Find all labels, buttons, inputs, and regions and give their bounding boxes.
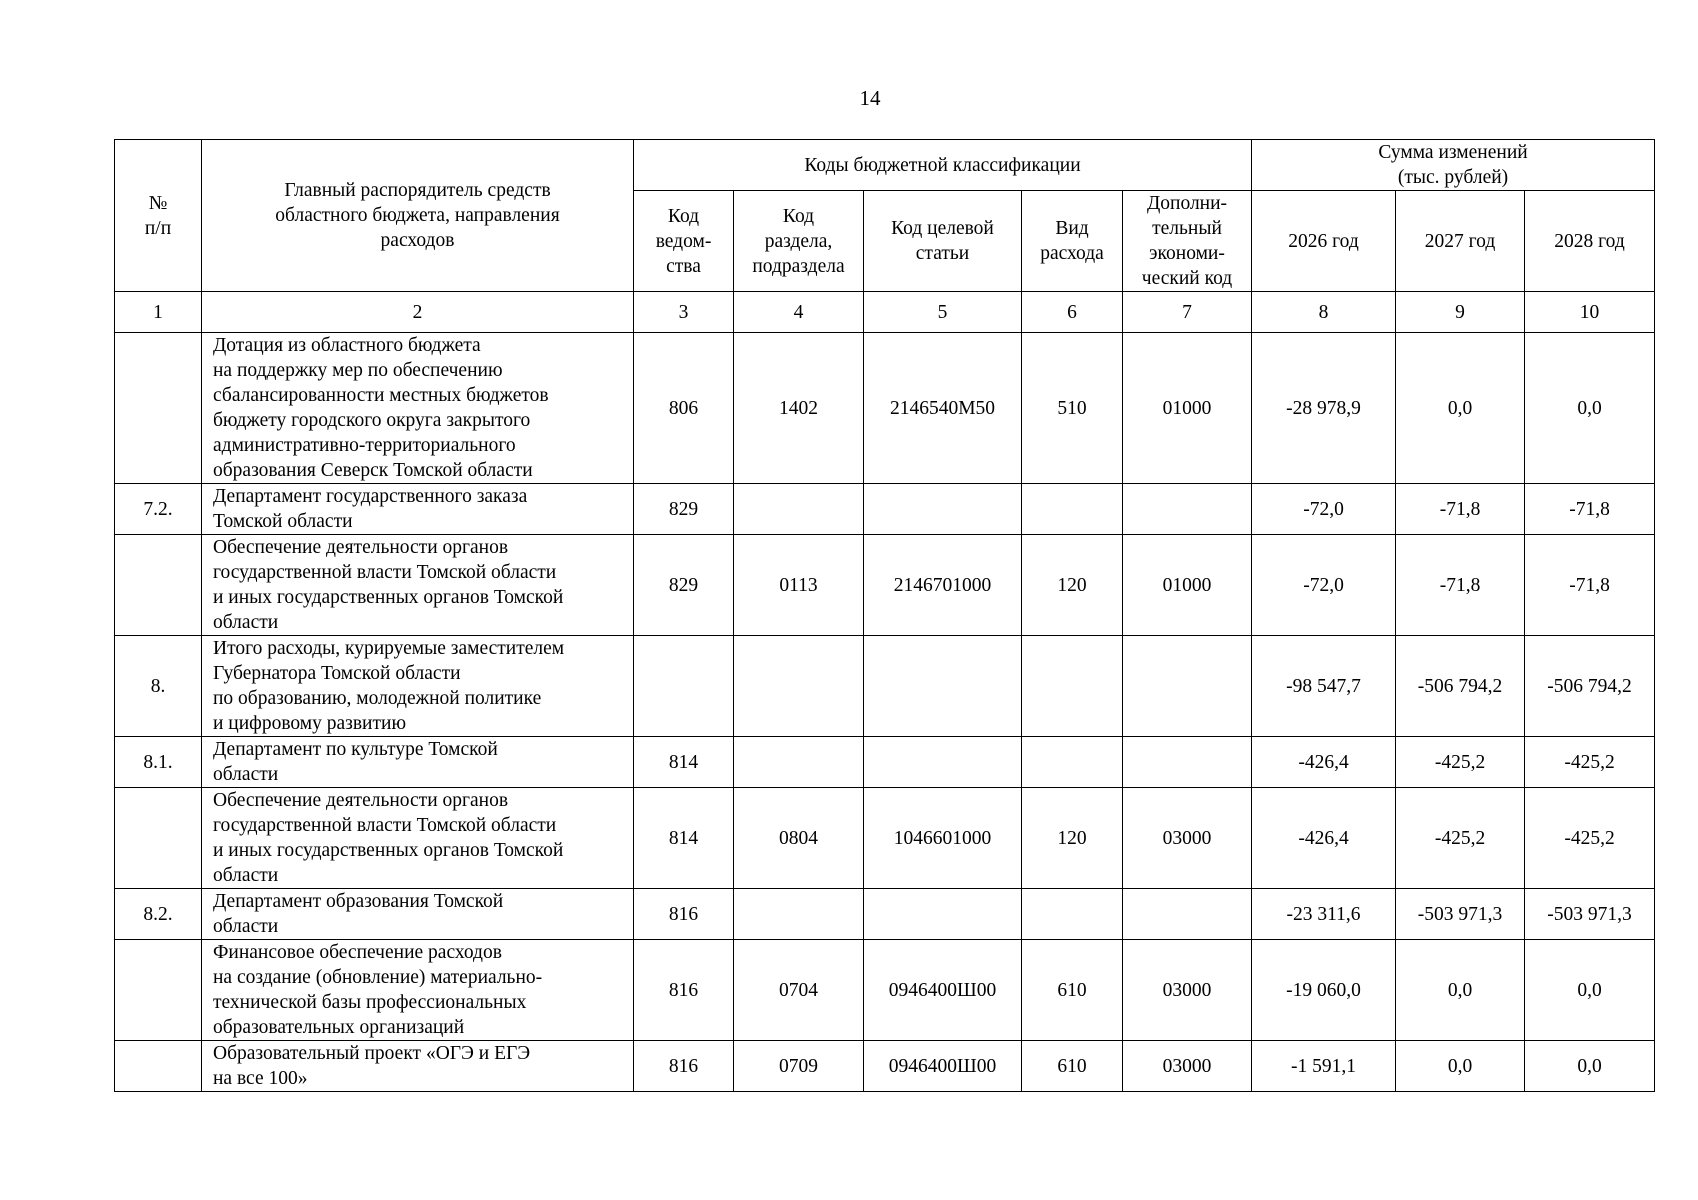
row-expense-type: 120 bbox=[1022, 535, 1123, 636]
row-sum-2027: -71,8 bbox=[1396, 535, 1525, 636]
row-target-code bbox=[864, 889, 1022, 940]
row-name: Дотация из областного бюджета на поддержку мер по обеспечению сбалансированности местных бюджетов бюджету городского округа закрытого административно-территориального образования Северск Томской области bbox=[202, 333, 634, 484]
row-sum-2028: 0,0 bbox=[1525, 940, 1655, 1041]
table-row bbox=[115, 636, 1655, 737]
column-number: 10 bbox=[1525, 292, 1655, 333]
column-number-row bbox=[115, 292, 1655, 333]
row-sum-2026: -72,0 bbox=[1252, 484, 1396, 535]
row-target-code: 0946400Ш00 bbox=[864, 1041, 1022, 1092]
row-sum-2027: -506 794,2 bbox=[1396, 636, 1525, 737]
row-expense-type bbox=[1022, 636, 1123, 737]
row-target-code: 2146701000 bbox=[864, 535, 1022, 636]
table-row bbox=[115, 737, 1655, 788]
row-sum-2026: -19 060,0 bbox=[1252, 940, 1396, 1041]
header-dept-code: Код ведом- ства bbox=[634, 191, 734, 292]
row-extra-code bbox=[1123, 889, 1252, 940]
row-name: Департамент государственного заказа Томской области bbox=[202, 484, 634, 535]
row-extra-code: 03000 bbox=[1123, 1041, 1252, 1092]
row-expense-type: 610 bbox=[1022, 1041, 1123, 1092]
row-dept-code: 814 bbox=[634, 788, 734, 889]
row-expense-type: 510 bbox=[1022, 333, 1123, 484]
row-extra-code: 01000 bbox=[1123, 333, 1252, 484]
row-sum-2027: -71,8 bbox=[1396, 484, 1525, 535]
row-num: 8. bbox=[115, 636, 202, 737]
row-extra-code bbox=[1123, 636, 1252, 737]
row-num bbox=[115, 333, 202, 484]
row-sum-2027: -425,2 bbox=[1396, 737, 1525, 788]
row-name: Департамент по культуре Томской области bbox=[202, 737, 634, 788]
row-section-code: 0704 bbox=[734, 940, 864, 1041]
row-sum-2026: -426,4 bbox=[1252, 737, 1396, 788]
row-num bbox=[115, 535, 202, 636]
row-section-code: 1402 bbox=[734, 333, 864, 484]
row-sum-2026: -23 311,6 bbox=[1252, 889, 1396, 940]
row-dept-code: 814 bbox=[634, 737, 734, 788]
row-section-code: 0804 bbox=[734, 788, 864, 889]
row-expense-type bbox=[1022, 484, 1123, 535]
row-sum-2028: 0,0 bbox=[1525, 333, 1655, 484]
row-num bbox=[115, 1041, 202, 1092]
row-sum-2028: -71,8 bbox=[1525, 484, 1655, 535]
row-target-code: 2146540М50 bbox=[864, 333, 1022, 484]
column-number: 2 bbox=[202, 292, 634, 333]
header-codes-group: Коды бюджетной классификации bbox=[634, 140, 1252, 191]
row-sum-2027: 0,0 bbox=[1396, 940, 1525, 1041]
row-sum-2026: -98 547,7 bbox=[1252, 636, 1396, 737]
header-target-code: Код целевой статьи bbox=[864, 191, 1022, 292]
row-dept-code: 806 bbox=[634, 333, 734, 484]
row-num bbox=[115, 940, 202, 1041]
column-number: 1 bbox=[115, 292, 202, 333]
table-body bbox=[115, 333, 1655, 1092]
row-target-code bbox=[864, 484, 1022, 535]
budget-changes-table bbox=[114, 139, 1655, 1092]
header-extra-code: Дополни- тельный экономи- ческий код bbox=[1123, 191, 1252, 292]
row-sum-2026: -426,4 bbox=[1252, 788, 1396, 889]
row-sum-2028: 0,0 bbox=[1525, 1041, 1655, 1092]
row-sum-2028: -425,2 bbox=[1525, 737, 1655, 788]
row-dept-code: 829 bbox=[634, 535, 734, 636]
row-name: Образовательный проект «ОГЭ и ЕГЭ на все 100» bbox=[202, 1041, 634, 1092]
row-sum-2027: 0,0 bbox=[1396, 333, 1525, 484]
row-expense-type bbox=[1022, 737, 1123, 788]
row-num: 8.1. bbox=[115, 737, 202, 788]
header-name: Главный распорядитель средств областного бюджета, направления расходов bbox=[202, 140, 634, 292]
row-section-code bbox=[734, 636, 864, 737]
row-section-code bbox=[734, 484, 864, 535]
row-name: Финансовое обеспечение расходов на создание (обновление) материально- технической базы профессиональных образовательных организаций bbox=[202, 940, 634, 1041]
row-name: Департамент образования Томской области bbox=[202, 889, 634, 940]
header-sum-group: Сумма изменений (тыс. рублей) bbox=[1252, 140, 1655, 191]
page-number: 14 bbox=[859, 86, 881, 110]
row-dept-code bbox=[634, 636, 734, 737]
row-sum-2028: -425,2 bbox=[1525, 788, 1655, 889]
header-year-2028: 2028 год bbox=[1525, 191, 1655, 292]
row-sum-2028: -71,8 bbox=[1525, 535, 1655, 636]
row-section-code: 0113 bbox=[734, 535, 864, 636]
column-number: 6 bbox=[1022, 292, 1123, 333]
row-sum-2026: -72,0 bbox=[1252, 535, 1396, 636]
row-sum-2028: -506 794,2 bbox=[1525, 636, 1655, 737]
row-target-code bbox=[864, 636, 1022, 737]
header-section-code: Код раздела, подраздела bbox=[734, 191, 864, 292]
row-name: Обеспечение деятельности органов государственной власти Томской области и иных государственных органов Томской области bbox=[202, 788, 634, 889]
column-number: 9 bbox=[1396, 292, 1525, 333]
column-number: 5 bbox=[864, 292, 1022, 333]
row-name: Обеспечение деятельности органов государственной власти Томской области и иных государственных органов Томской области bbox=[202, 535, 634, 636]
row-sum-2026: -1 591,1 bbox=[1252, 1041, 1396, 1092]
row-dept-code: 816 bbox=[634, 889, 734, 940]
table-row bbox=[115, 889, 1655, 940]
table-row bbox=[115, 333, 1655, 484]
row-extra-code: 03000 bbox=[1123, 788, 1252, 889]
column-number: 7 bbox=[1123, 292, 1252, 333]
row-dept-code: 829 bbox=[634, 484, 734, 535]
header-year-2027: 2027 год bbox=[1396, 191, 1525, 292]
row-extra-code: 03000 bbox=[1123, 940, 1252, 1041]
row-sum-2027: -425,2 bbox=[1396, 788, 1525, 889]
column-number: 3 bbox=[634, 292, 734, 333]
header-expense-type: Вид расхода bbox=[1022, 191, 1123, 292]
row-expense-type bbox=[1022, 889, 1123, 940]
table-header bbox=[115, 140, 1655, 333]
table-row bbox=[115, 940, 1655, 1041]
row-extra-code bbox=[1123, 737, 1252, 788]
table-row bbox=[115, 788, 1655, 889]
header-year-2026: 2026 год bbox=[1252, 191, 1396, 292]
row-extra-code bbox=[1123, 484, 1252, 535]
table-row bbox=[115, 484, 1655, 535]
column-number: 8 bbox=[1252, 292, 1396, 333]
row-name: Итого расходы, курируемые заместителем Губернатора Томской области по образованию, молодежной политике и цифровому развитию bbox=[202, 636, 634, 737]
row-target-code: 0946400Ш00 bbox=[864, 940, 1022, 1041]
table-row bbox=[115, 1041, 1655, 1092]
row-num bbox=[115, 788, 202, 889]
row-sum-2026: -28 978,9 bbox=[1252, 333, 1396, 484]
row-expense-type: 120 bbox=[1022, 788, 1123, 889]
row-extra-code: 01000 bbox=[1123, 535, 1252, 636]
row-target-code: 1046601000 bbox=[864, 788, 1022, 889]
row-num: 8.2. bbox=[115, 889, 202, 940]
row-section-code bbox=[734, 889, 864, 940]
row-dept-code: 816 bbox=[634, 1041, 734, 1092]
row-sum-2027: 0,0 bbox=[1396, 1041, 1525, 1092]
row-expense-type: 610 bbox=[1022, 940, 1123, 1041]
column-number: 4 bbox=[734, 292, 864, 333]
row-target-code bbox=[864, 737, 1022, 788]
row-num: 7.2. bbox=[115, 484, 202, 535]
header-num: № п/п bbox=[115, 140, 202, 292]
row-section-code: 0709 bbox=[734, 1041, 864, 1092]
row-sum-2027: -503 971,3 bbox=[1396, 889, 1525, 940]
row-section-code bbox=[734, 737, 864, 788]
table-row bbox=[115, 535, 1655, 636]
row-dept-code: 816 bbox=[634, 940, 734, 1041]
row-sum-2028: -503 971,3 bbox=[1525, 889, 1655, 940]
